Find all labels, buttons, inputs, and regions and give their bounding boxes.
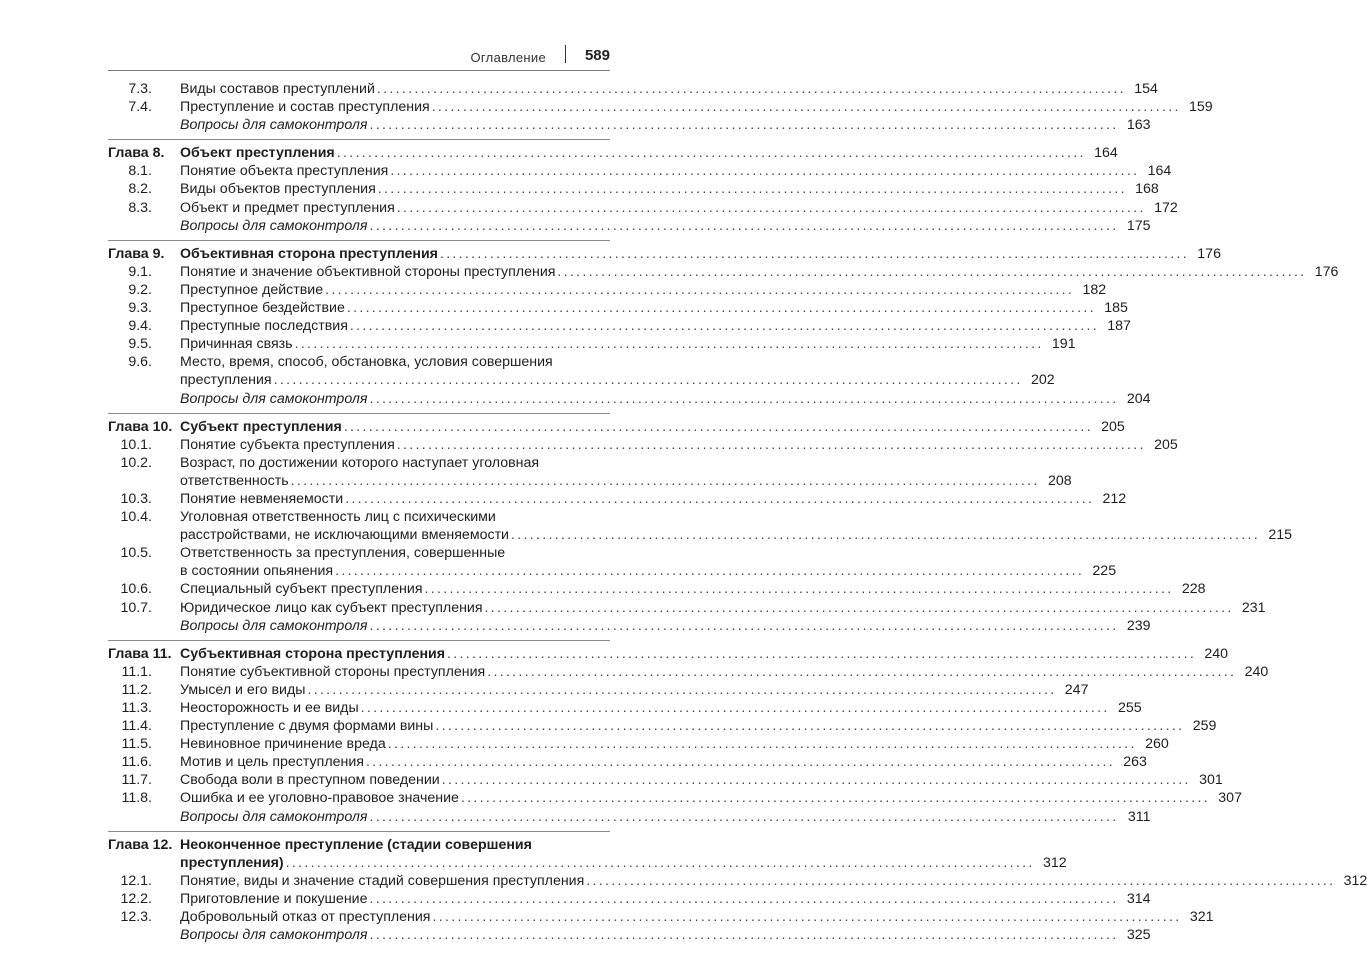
toc-entry[interactable]: [108, 98, 1213, 116]
entry-page: 208: [1047, 472, 1072, 489]
entry-title: Свобода воли в преступном поведении: [180, 772, 440, 789]
toc-group: [108, 640, 1269, 826]
dot-leader: ........................................................................................................................: [273, 372, 1023, 389]
dot-leader: ........................................................................................................................: [396, 436, 1146, 453]
entry-number: 9.4.: [128, 318, 152, 335]
entry-page: 260: [1145, 736, 1169, 753]
toc-entry[interactable]: [108, 436, 1178, 454]
chapter-title-line2: преступления): [180, 854, 284, 871]
entry-title: Ошибка и ее уголовно-правовое значение: [180, 790, 459, 807]
entry-page: 228: [1181, 581, 1206, 598]
header-divider: [565, 45, 566, 63]
entry-page: 164: [1147, 163, 1172, 180]
entry-title: Преступление с двумя формами вины: [180, 718, 434, 735]
entry-page: 185: [1104, 300, 1128, 317]
dot-leader: ........................................................................................................................: [365, 754, 1115, 771]
entry-page: 191: [1051, 336, 1076, 353]
chapter-number: Глава 11.: [108, 645, 172, 662]
toc-chapter[interactable]: [108, 836, 1067, 872]
entry-title: Вопросы для самоконтроля: [180, 117, 368, 134]
entry-title-line2: в состоянии опьянения: [180, 563, 334, 580]
dot-leader: ........................................................................................................................: [369, 617, 1119, 634]
entry-page: 154: [1134, 81, 1158, 97]
chapter-number: Глава 9.: [108, 245, 165, 262]
entry-page: 225: [1092, 563, 1117, 580]
entry-title: Преступное бездействие: [180, 300, 345, 317]
entry-number: 7.4.: [128, 99, 152, 116]
dot-leader: ........................................................................................................................: [447, 645, 1197, 662]
toc-entry[interactable]: [108, 454, 1072, 490]
chapter-title: Объект преступления: [180, 145, 335, 162]
entry-page: 215: [1268, 527, 1293, 544]
entry-page: 176: [1314, 263, 1339, 280]
entry-number: 9.6.: [128, 354, 152, 371]
entry-number: 9.2.: [128, 281, 152, 298]
dot-leader: ........................................................................................................................: [345, 490, 1095, 507]
entry-title: Умысел и его виды: [180, 681, 306, 698]
entry-title-line1: Возраст, по достижении которого наступает уголовная: [180, 454, 540, 471]
entry-page: 325: [1126, 927, 1151, 944]
entry-title-line1: Уголовная ответственность лиц с психическими: [180, 509, 496, 526]
entry-page: 187: [1107, 318, 1131, 335]
entry-title: Преступные последствия: [180, 318, 348, 335]
entry-page: 176: [1197, 245, 1221, 262]
entry-page: 205: [1154, 436, 1178, 453]
dot-leader: ........................................................................................................................: [285, 854, 1035, 871]
entry-page: 321: [1189, 909, 1214, 926]
entry-number: 10.1.: [120, 436, 152, 453]
dot-leader: ........................................................................................................................: [586, 872, 1336, 889]
entry-page: 247: [1064, 681, 1089, 698]
toc-entry[interactable]: [108, 80, 1158, 98]
toc-entry[interactable]: [108, 890, 1151, 908]
toc-entry[interactable]: [108, 599, 1266, 617]
entry-title: Вопросы для самоконтроля: [180, 617, 368, 634]
entry-page: 202: [1030, 372, 1055, 389]
entry-page: 314: [1126, 890, 1151, 907]
entry-number: 11.3.: [121, 700, 152, 716]
entry-page: 205: [1101, 418, 1125, 435]
dot-leader: ........................................................................................................................: [390, 163, 1140, 180]
entry-title-line2: расстройствами, не исключающими вменяемости: [180, 527, 509, 544]
entry-number: 11.1.: [121, 663, 152, 680]
dot-leader: ........................................................................................................................: [441, 772, 1191, 789]
entry-title: Вопросы для самоконтроля: [180, 390, 368, 407]
dot-leader: ........................................................................................................................: [369, 117, 1119, 134]
chapter-title: Субъективная сторона преступления: [180, 645, 446, 662]
entry-number: 11.2.: [121, 681, 152, 698]
toc-group: [108, 80, 1213, 134]
dot-leader: ........................................................................................................................: [335, 563, 1085, 580]
toc-entry[interactable]: [108, 580, 1206, 598]
entry-page: 311: [1127, 808, 1151, 825]
toc-entry[interactable]: [108, 263, 1339, 281]
entry-page: 175: [1126, 217, 1151, 234]
dot-leader: ........................................................................................................................: [396, 199, 1146, 216]
chapter-title: Объективная сторона преступления: [180, 245, 438, 262]
entry-number: 9.3.: [128, 300, 152, 317]
chapter-number: Глава 8.: [108, 145, 165, 162]
dot-leader: ........................................................................................................................: [557, 263, 1307, 280]
entry-page: 168: [1135, 181, 1159, 198]
entry-title: Объект и предмет преступления: [180, 199, 395, 216]
dot-leader: ........................................................................................................................: [349, 318, 1099, 335]
toc-entry-questions[interactable]: [108, 926, 1151, 944]
entry-number: 7.3.: [128, 81, 152, 97]
toc-entry[interactable]: [108, 299, 1128, 317]
entry-title: Понятие и значение объективной стороны преступления: [180, 263, 556, 280]
entry-number: 12.1.: [120, 872, 152, 889]
entry-title: Преступление и состав преступления: [180, 99, 430, 116]
dot-leader: ........................................................................................................................: [294, 336, 1044, 353]
entry-page: 231: [1241, 599, 1266, 616]
entry-page: 301: [1199, 772, 1223, 789]
chapter-number: Глава 12.: [108, 836, 173, 853]
entry-number: 11.7.: [121, 772, 152, 789]
entry-title: Неосторожность и ее виды: [180, 700, 359, 716]
entry-title: Вопросы для самоконтроля: [180, 217, 368, 234]
entry-page: 163: [1126, 117, 1151, 134]
entry-number: 10.6.: [120, 581, 152, 598]
entry-number: 10.7.: [120, 599, 152, 616]
entry-title-line1: Ответственность за преступления, совершенные: [180, 545, 506, 562]
entry-title: Понятие невменяемости: [180, 490, 344, 507]
entry-title: Невиновное причинение вреда: [180, 736, 386, 753]
toc-entry[interactable]: [108, 199, 1178, 217]
dot-leader: ........................................................................................................................: [376, 81, 1126, 97]
entry-page: 307: [1218, 790, 1242, 807]
table-of-contents: [108, 80, 1367, 944]
entry-number: 8.2.: [128, 181, 152, 198]
toc-entry[interactable]: [108, 353, 1055, 389]
entry-title: Мотив и цель преступления: [180, 754, 364, 771]
running-header: [108, 40, 610, 71]
dot-leader: ........................................................................................................................: [439, 245, 1189, 262]
entry-page: 240: [1244, 663, 1269, 680]
toc-entry[interactable]: [108, 317, 1131, 335]
entry-title: Приготовление и покушение: [180, 890, 368, 907]
entry-number: 11.5.: [121, 736, 152, 753]
toc-group: [108, 139, 1178, 234]
toc-entry-questions[interactable]: [108, 617, 1151, 635]
toc-entry[interactable]: [108, 281, 1107, 299]
entry-title: Понятие субъекта преступления: [180, 436, 395, 453]
entry-number: 11.6.: [121, 754, 152, 771]
toc-entry-questions[interactable]: [108, 116, 1151, 134]
entry-title: Причинная связь: [180, 336, 293, 353]
toc-entry[interactable]: [108, 717, 1217, 735]
entry-page: 312: [1343, 872, 1367, 889]
entry-page: 239: [1126, 617, 1151, 634]
entry-number: 8.3.: [128, 199, 152, 216]
entry-title: Специальный субъект преступления: [180, 581, 423, 598]
entry-page: 172: [1154, 199, 1178, 216]
entry-number: 11.8.: [121, 790, 152, 807]
entry-title: Вопросы для самоконтроля: [180, 927, 368, 944]
toc-entry[interactable]: [108, 908, 1214, 926]
toc-entry[interactable]: [108, 735, 1169, 753]
entry-title: Виды объектов преступления: [180, 181, 376, 198]
entry-number: 12.2.: [120, 890, 152, 907]
toc-entry[interactable]: [108, 508, 1293, 544]
dot-leader: ........................................................................................................................: [460, 790, 1210, 807]
toc-entry-questions[interactable]: [108, 217, 1151, 235]
entry-title: Вопросы для самоконтроля: [180, 808, 368, 825]
dot-leader: ........................................................................................................................: [325, 281, 1075, 298]
toc-entry[interactable]: [108, 699, 1142, 717]
dot-leader: ........................................................................................................................: [346, 300, 1096, 317]
entry-number: 8.1.: [128, 163, 152, 180]
dot-leader: ........................................................................................................................: [360, 700, 1110, 716]
toc-group: [108, 413, 1293, 635]
entry-title-line2: преступления: [180, 372, 272, 389]
toc-entry[interactable]: [108, 663, 1269, 681]
entry-number: 10.2.: [120, 454, 152, 471]
dot-leader: ........................................................................................................................: [435, 718, 1185, 735]
entry-title-line1: Место, время, способ, обстановка, условия совершения: [180, 354, 553, 371]
toc-entry[interactable]: [108, 162, 1172, 180]
entry-page: 312: [1042, 854, 1067, 871]
toc-entry[interactable]: [108, 681, 1089, 699]
toc-group: [108, 240, 1339, 408]
chapter-number: Глава 10.: [108, 418, 173, 435]
entry-title: Понятие объекта преступления: [180, 163, 389, 180]
entry-title: Преступное действие: [180, 281, 324, 298]
dot-leader: ........................................................................................................................: [369, 217, 1119, 234]
entry-number: 10.3.: [120, 490, 152, 507]
entry-number: 9.5.: [128, 336, 152, 353]
dot-leader: ........................................................................................................................: [369, 390, 1119, 407]
dot-leader: ........................................................................................................................: [377, 181, 1127, 198]
toc-entry[interactable]: [108, 789, 1242, 807]
entry-number: 11.4.: [121, 718, 152, 735]
toc-group: [108, 831, 1367, 945]
toc-chapter[interactable]: [108, 645, 1229, 663]
dot-leader: ........................................................................................................................: [431, 99, 1181, 116]
toc-entry-questions[interactable]: [108, 808, 1151, 826]
running-header-title: Оглавление: [470, 50, 546, 65]
toc-chapter[interactable]: [108, 418, 1125, 436]
dot-leader: ........................................................................................................................: [336, 145, 1086, 162]
entry-page: 263: [1123, 754, 1147, 771]
entry-page: 212: [1102, 490, 1127, 507]
dot-leader: ........................................................................................................................: [369, 927, 1119, 944]
dot-leader: ........................................................................................................................: [307, 681, 1057, 698]
dot-leader: ........................................................................................................................: [511, 527, 1261, 544]
entry-page: 204: [1126, 390, 1151, 407]
chapter-title-line1: Неоконченное преступление (стадии совершения: [180, 836, 532, 853]
dot-leader: ........................................................................................................................: [369, 890, 1119, 907]
entry-page: 259: [1192, 718, 1217, 735]
dot-leader: ........................................................................................................................: [290, 472, 1040, 489]
entry-title: Добровольный отказ от преступления: [180, 909, 431, 926]
toc-entry-questions[interactable]: [108, 390, 1151, 408]
entry-page: 182: [1082, 281, 1107, 298]
entry-title: Понятие, виды и значение стадий совершения преступления: [180, 872, 585, 889]
dot-leader: ........................................................................................................................: [487, 663, 1237, 680]
entry-page: 159: [1189, 99, 1213, 116]
entry-number: 10.5.: [120, 545, 152, 562]
entry-page: 240: [1204, 645, 1229, 662]
entry-page: 164: [1094, 145, 1118, 162]
entry-title: Юридическое лицо как субъект преступления: [180, 599, 483, 616]
toc-entry[interactable]: [108, 335, 1076, 353]
chapter-title: Субъект преступления: [180, 418, 342, 435]
toc-entry[interactable]: [108, 490, 1127, 508]
entry-title: Понятие субъективной стороны преступления: [180, 663, 486, 680]
dot-leader: ........................................................................................................................: [484, 599, 1234, 616]
toc-entry[interactable]: [108, 544, 1117, 580]
dot-leader: ........................................................................................................................: [432, 909, 1182, 926]
entry-title: Виды составов преступлений: [180, 81, 375, 97]
page-number: 589: [584, 47, 610, 64]
toc-entry[interactable]: [108, 180, 1159, 198]
toc-chapter[interactable]: [108, 245, 1221, 263]
entry-number: 9.1.: [128, 263, 152, 280]
entry-page: 255: [1117, 700, 1142, 716]
dot-leader: ........................................................................................................................: [387, 736, 1137, 753]
entry-number: 10.4.: [120, 509, 152, 526]
toc-entry[interactable]: [108, 753, 1147, 771]
dot-leader: ........................................................................................................................: [424, 581, 1174, 598]
entry-number: 12.3.: [120, 909, 152, 926]
dot-leader: ........................................................................................................................: [343, 418, 1093, 435]
toc-entry[interactable]: [108, 872, 1367, 890]
entry-title-line2: ответственность: [180, 472, 289, 489]
toc-entry[interactable]: [108, 771, 1223, 789]
toc-chapter[interactable]: [108, 144, 1118, 162]
dot-leader: ........................................................................................................................: [369, 808, 1119, 825]
